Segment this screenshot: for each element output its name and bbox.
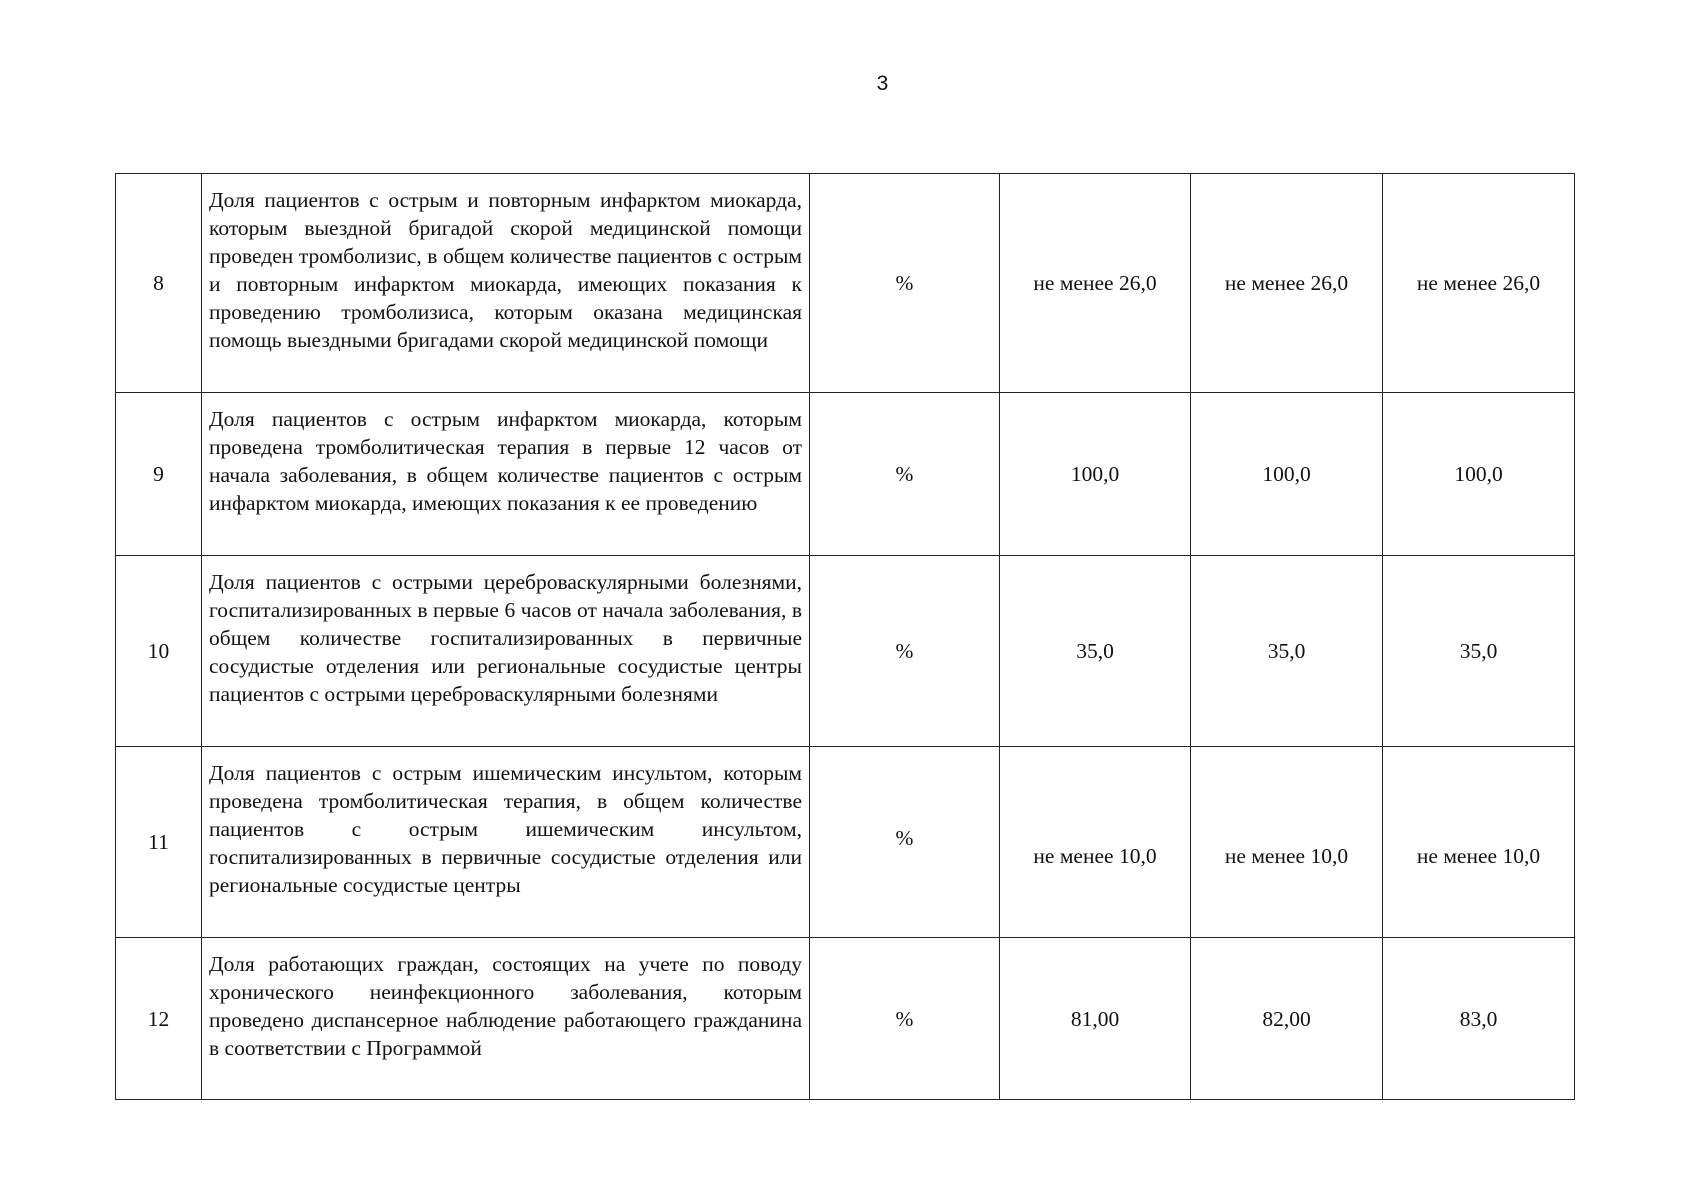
value-cell: 83,0 xyxy=(1383,938,1575,1100)
unit-cell: % xyxy=(810,938,1000,1100)
row-number: 10 xyxy=(116,556,202,747)
value-cell: 100,0 xyxy=(1383,393,1575,556)
table-row xyxy=(116,393,1575,556)
table-row xyxy=(116,938,1575,1100)
value-cell: 82,00 xyxy=(1191,938,1383,1100)
value-cell: 81,00 xyxy=(1000,938,1191,1100)
indicator-description: Доля работающих граждан, состоящих на учете по поводу хронического неинфекционного заболевания, которым проведено диспансерное наблюдение работающего гражданина в соответствии с Программой xyxy=(202,938,810,1100)
page-number: 3 xyxy=(876,72,889,95)
value-text: не менее 10,0 xyxy=(1224,844,1349,868)
table-row xyxy=(116,747,1575,938)
table-row xyxy=(116,174,1575,393)
row-number: 11 xyxy=(116,747,202,938)
row-number: 9 xyxy=(116,393,202,556)
value-cell: 100,0 xyxy=(1191,393,1383,556)
value-text: не менее 10,0 xyxy=(1033,844,1157,868)
indicator-description: Доля пациентов с острым инфарктом миокарда, которым проведена тромболитическая терапия в первые 12 часов от начала заболевания, в общем количестве пациентов с острым инфарктом миокарда, имеющих показания к ее проведению xyxy=(202,393,810,556)
indicator-description: Доля пациентов с острым ишемическим инсультом, которым проведена тромболитическая терапия, в общем количестве пациентов с острым ишемическим инсультом, госпитализированных в первичные сосудистые отделения или региональные сосудистые центры xyxy=(202,747,810,938)
value-cell xyxy=(1191,747,1383,938)
row-number: 12 xyxy=(116,938,202,1100)
indicator-description: Доля пациентов с острыми цереброваскулярными болезнями, госпитализированных в первые 6 часов от начала заболевания, в общем количестве госпитализированных в первичные сосудистые отделения или региональные сосудистые центры пациентов с острыми цереброваскулярными болезнями xyxy=(202,556,810,747)
value-cell: 35,0 xyxy=(1383,556,1575,747)
value-cell: не менее 26,0 xyxy=(1383,174,1575,393)
unit-cell: % xyxy=(810,556,1000,747)
value-text: не менее 10,0 xyxy=(1416,844,1541,868)
table-row xyxy=(116,556,1575,747)
value-cell: 35,0 xyxy=(1191,556,1383,747)
value-cell: 100,0 xyxy=(1000,393,1191,556)
value-cell xyxy=(1000,747,1191,938)
value-cell: не менее 26,0 xyxy=(1191,174,1383,393)
value-cell xyxy=(1383,747,1575,938)
value-cell: 35,0 xyxy=(1000,556,1191,747)
indicator-description: Доля пациентов с острым и повторным инфарктом миокарда, которым выездной бригадой скорой медицинской помощи проведен тромболизис, в общем количестве пациентов с острым и повторным инфарктом миокарда, имеющих показания к проведению тромболизиса, которым оказана медицинская помощь выездными бригадами скорой медицинской помощи xyxy=(202,174,810,393)
value-cell: не менее 26,0 xyxy=(1000,174,1191,393)
unit-cell xyxy=(810,747,1000,938)
unit-cell: % xyxy=(810,174,1000,393)
unit-cell: % xyxy=(810,393,1000,556)
unit-text: % xyxy=(895,826,914,850)
row-number: 8 xyxy=(116,174,202,393)
indicators-table xyxy=(115,173,1575,1100)
